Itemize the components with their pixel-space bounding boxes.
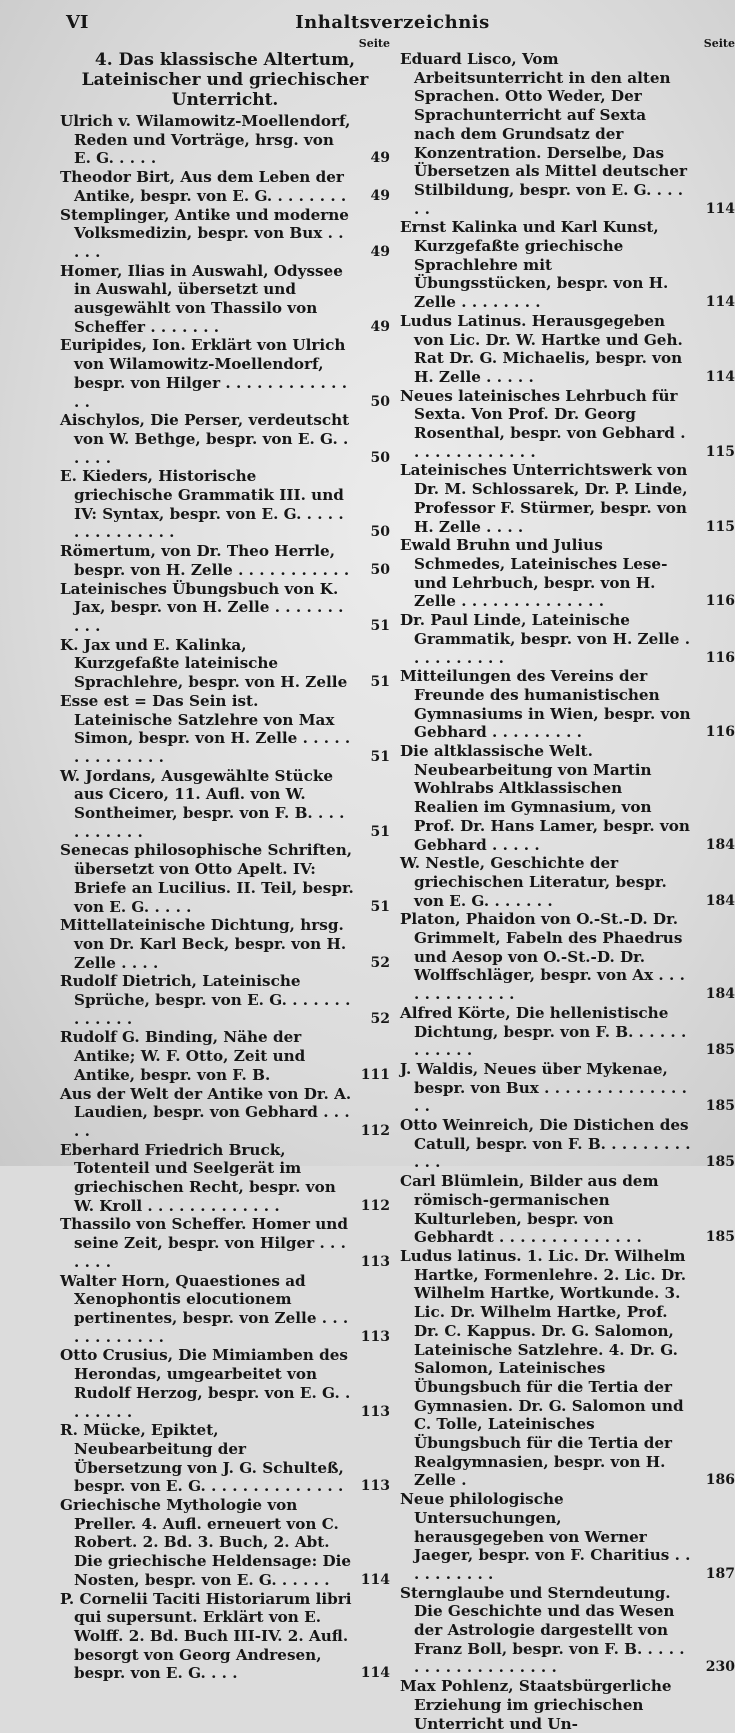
toc-entry (60, 1421, 390, 1496)
toc-entry-text: Stemplinger, Antike und moderne Volksmedizin, bespr. von Bux . . . . . (60, 205, 349, 261)
toc-entry-page: 115 (705, 443, 735, 460)
toc-entry (60, 580, 390, 636)
toc-left-column (60, 38, 390, 1733)
toc-entry (60, 411, 390, 467)
toc-entry-page: 50 (370, 393, 390, 410)
toc-entry-text: Griechische Mythologie von Preller. 4. Aufl. erneuert von C. Robert. 2. Bd. 3. Buch, 2. Abt. Die griechische Heldensage: Die Nosten, bespr. von E. G. . . . . . (60, 1496, 352, 1589)
toc-entry (60, 1590, 390, 1684)
toc-entry-text: Ulrich v. Wilamowitz-Moellendorf, Reden und Vorträge, hrsg. von E. G. . . . . (60, 112, 351, 168)
toc-entry-page: 49 (370, 318, 390, 335)
section-title: 4. Das klassische Altertum, Lateinischer und griechischer Unterricht. (81, 50, 369, 110)
toc-entry-text: Die altklassische Welt. Neubearbeitung von Martin Wohlrabs Altklassischen Realien im Gymnasium, von Prof. Dr. Hans Lamer, bespr. von Gebhard . . . . . (400, 742, 690, 854)
toc-entry-text: Homer, Ilias in Auswahl, Odyssee in Auswahl, übersetzt und ausgewählt von Thassilo von Scheffer . . . . . . . (60, 261, 343, 336)
toc-entry-page: 184 (705, 836, 735, 853)
toc-entry-page: 185 (705, 1098, 735, 1115)
toc-entry-text: E. Kieders, Historische griechische Grammatik III. und IV: Syntax, bespr. von E. G. . . . . . . . . . . . . . . (60, 467, 344, 542)
toc-entry (60, 692, 390, 767)
toc-entry (60, 262, 390, 337)
toc-entry (400, 461, 735, 536)
toc-entry-text: Platon, Phaidon von O.-St.-D. Dr. Grimmelt, Fabeln des Phaedrus und Aesop von O.-St.-D. Dr. Wolffschläger, bespr. von Ax . . . . . . . . . . . . . (400, 910, 685, 1004)
toc-entry-page: 187 (705, 1565, 735, 1582)
toc-entry (400, 910, 735, 1004)
toc-entry-text: Senecas philosophische Schriften, übersetzt von Otto Apelt. IV: Briefe an Lucilius. II. Teil, bespr. von E. G. . . . . (60, 841, 354, 916)
toc-entry-text: W. Nestle, Geschichte der griechischen Literatur, bespr. von E. G. . . . . . . (400, 854, 667, 910)
toc-entry-text: Eduard Lisco, Vom Arbeitsunterricht in den alten Sprachen. Otto Weder, Der Sprachunterricht auf Sexta nach dem Grundsatz der Konzentration. Derselbe, Das Übersetzen als Mittel deutscher Stilbildung, bespr. von E. G. . . . . . (400, 50, 687, 218)
toc-entry (400, 1116, 735, 1172)
toc-entry-page: 184 (705, 892, 735, 909)
toc-entry-page: 113 (360, 1403, 390, 1420)
toc-entry (400, 1004, 735, 1060)
toc-entry-page: 114 (705, 294, 735, 311)
toc-entry-page: 49 (370, 243, 390, 260)
toc-entry-text: Walter Horn, Quaestiones ad Xenophontis elocutionem pertinentes, bespr. von Zelle . . . . . . . . . . . . (60, 1271, 349, 1346)
running-title: Inhaltsverzeichnis (295, 12, 490, 33)
toc-entry (400, 742, 735, 854)
toc-entry (60, 767, 390, 842)
toc-entry-page: 184 (705, 986, 735, 1003)
toc-entry (400, 611, 735, 667)
toc-entry-text: Rudolf Dietrich, Lateinische Sprüche, bespr. von E. G. . . . . . . . . . . . . (60, 972, 351, 1028)
toc-entry-page: 185 (705, 1042, 735, 1059)
toc-entry (400, 1677, 735, 1733)
toc-entry-page: 112 (360, 1122, 390, 1139)
toc-entry-text: Dr. Paul Linde, Lateinische Grammatik, bespr. von H. Zelle . . . . . . . . . . (400, 611, 691, 667)
toc-entry-text: Rudolf G. Binding, Nähe der Antike; W. F. Otto, Zeit und Antike, bespr. von F. B. (60, 1028, 306, 1084)
toc-entry-page: 50 (370, 449, 390, 466)
toc-entry-page: 112 (360, 1197, 390, 1214)
toc-entry (60, 1215, 390, 1271)
toc-entry-text: Otto Crusius, Die Mimiamben des Herondas, umgearbeitet von Rudolf Herzog, bespr. von E. G. . . . . . . . (60, 1346, 351, 1421)
toc-entry-text: Carl Blümlein, Bilder aus dem römisch-germanischen Kulturleben, bespr. von Gebhardt . . . . . . . . . . . . . . (400, 1172, 659, 1247)
toc-entry-text: Thassilo von Scheffer. Homer und seine Zeit, bespr. von Hilger . . . . . . . (60, 1215, 348, 1271)
toc-entry (60, 972, 390, 1028)
toc-entry-page: 50 (370, 524, 390, 541)
toc-entry-text: Sternglaube und Sterndeutung. Die Geschichte und das Wesen der Astrologie dargestellt von Franz Boll, bespr. von F. B. . . . . . . . . . . . . . . . . . . (400, 1583, 685, 1677)
toc-entry (60, 168, 390, 205)
toc-entry (400, 50, 735, 218)
toc-entry-text: Lateinisches Unterrichtswerk von Dr. M. Schlossarek, Dr. P. Linde, Professor F. Stürmer, bespr. von H. Zelle . . . . (400, 461, 688, 536)
toc-entry (60, 112, 390, 168)
toc-entry-page: 114 (360, 1665, 390, 1682)
toc-entry-text: Ewald Bruhn und Julius Schmedes, Lateinisches Lese- und Lehrbuch, bespr. von H. Zelle . . . . . . . . . . . . . . (400, 536, 668, 611)
toc-entry (60, 1496, 390, 1590)
toc-entry-text: K. Jax und E. Kalinka, Kurzgefaßte lateinische Sprachlehre, bespr. von H. Zelle (60, 635, 348, 692)
toc-entry (60, 1028, 390, 1084)
toc-entry-text: Ludus Latinus. Herausgegeben von Lic. Dr. W. Hartke und Geh. Rat Dr. G. Michaelis, bespr. von H. Zelle . . . . . (400, 311, 683, 386)
toc-entry-page: 113 (360, 1253, 390, 1270)
toc-entry-page: 113 (360, 1478, 390, 1495)
toc-entry-page: 185 (705, 1154, 735, 1171)
toc-entry-text: J. Waldis, Neues über Mykenae, bespr. von Bux . . . . . . . . . . . . . . . . (400, 1059, 687, 1116)
seite-label-right: Seite (703, 37, 735, 50)
toc-entry-page: 116 (705, 593, 735, 610)
toc-entry-page: 52 (370, 954, 390, 971)
toc-entry-page: 113 (360, 1328, 390, 1345)
page-header (60, 8, 725, 38)
toc-entry-page: 114 (360, 1571, 390, 1588)
toc-entry-text: Ernst Kalinka und Karl Kunst, Kurzgefaßte griechische Sprachlehre mit Übungsstücken, bespr. von H. Zelle . . . . . . . . (400, 218, 669, 312)
toc-entry (400, 1172, 735, 1247)
toc-entry-page: 114 (705, 368, 735, 385)
toc-entry-text: Alfred Körte, Die hellenistische Dichtung, bespr. von F. B. . . . . . . . . . . . (400, 1003, 687, 1060)
toc-entry (60, 1141, 390, 1216)
toc-entry-text: Mittellateinische Dichtung, hrsg. von Dr. Karl Beck, bespr. von H. Zelle . . . . (60, 916, 347, 972)
toc-entry (60, 916, 390, 972)
toc-entry-page: 49 (370, 150, 390, 167)
toc-entry-text: Neues lateinisches Lehrbuch für Sexta. Von Prof. Dr. Georg Rosenthal, bespr. von Gebhard . . . . . . . . . . . . . (400, 386, 686, 461)
toc-entry-page: 51 (370, 617, 390, 634)
toc-entry (400, 387, 735, 462)
toc-entry-page: 114 (705, 200, 735, 217)
toc-entry-text: Otto Weinreich, Die Distichen des Catull, bespr. von F. B. . . . . . . . . . . . (400, 1116, 691, 1172)
toc-entry (400, 667, 735, 742)
toc-entry-text: R. Mücke, Epiktet, Neubearbeitung der Übersetzung von J. G. Schulteß, bespr. von E. G. . . . . . . . . . . . . . (60, 1421, 344, 1496)
toc-entry-text: Aus der Welt der Antike von Dr. A. Laudien, bespr. von Gebhard . . . . . (60, 1084, 352, 1140)
toc-entry-page: 116 (705, 724, 735, 741)
toc-entry-page: 50 (370, 561, 390, 578)
seite-label-left: Seite (358, 37, 390, 50)
toc-entry (400, 1584, 735, 1678)
toc-entry (400, 536, 735, 611)
toc-entry (400, 218, 735, 312)
toc-entry (60, 336, 390, 411)
toc-entry-text: Max Pohlenz, Staatsbürgerliche Erziehung im griechischen Unterricht und Un- (400, 1677, 672, 1733)
toc-entry-text: Eberhard Friedrich Bruck, Totenteil und Seelgerät im griechischen Recht, bespr. von W. Kroll . . . . . . . . . . . . . (60, 1140, 336, 1215)
toc-entry (60, 1272, 390, 1347)
toc-entry (60, 1346, 390, 1421)
toc-entry-page: 51 (370, 748, 390, 765)
toc-entry-text: Lateinisches Übungsbuch von K. Jax, bespr. von H. Zelle . . . . . . . . . . (60, 579, 344, 635)
toc-entry-page: 51 (370, 823, 390, 840)
toc-columns (60, 37, 735, 1733)
toc-entry-text: Ludus latinus. 1. Lic. Dr. Wilhelm Hartke, Formenlehre. 2. Lic. Dr. Wilhelm Hartke, Wortkunde. 3. Lic. Dr. Wilhelm Hartke, Prof. Dr. C. Kappus. Dr. G. Salomon, Lateinische Satzlehre. 4. Dr. G. Salomon, Lateinisches Übungsbuch für die Tertia der Gymnasien. Dr. G. Salomon und C. Tolle, Lateinisches Übungsbuch für die Tertia der Realgymnasien, bespr. von H. Zelle . (400, 1247, 687, 1490)
page-number: VI (66, 12, 89, 33)
toc-entry (400, 1247, 735, 1490)
toc-entry (400, 854, 735, 910)
toc-entry-page: 116 (705, 649, 735, 666)
toc-entry-page: 111 (360, 1066, 390, 1083)
toc-entry (60, 636, 390, 692)
toc-entry-page: 230 (705, 1659, 735, 1676)
toc-entry-text: Esse est = Das Sein ist. Lateinische Satzlehre von Max Simon, bespr. von H. Zelle . . . . . . . . . . . . . . (60, 691, 351, 766)
toc-entry-page: 51 (370, 898, 390, 915)
toc-entry-text: Römertum, von Dr. Theo Herrle, bespr. von H. Zelle . . . . . . . . . . . (60, 542, 350, 579)
toc-entry-text: W. Jordans, Ausgewählte Stücke aus Cicero, 11. Aufl. von W. Sontheimer, bespr. von F. B. . . . . . . . . . . (60, 766, 345, 841)
toc-entry-text: Euripides, Ion. Erklärt von Ulrich von Wilamowitz-Moellendorf, bespr. von Hilger . . . . . . . . . . . . . . (60, 336, 347, 411)
toc-entry (400, 312, 735, 387)
toc-entry (400, 1060, 735, 1116)
toc-entry (60, 542, 390, 579)
toc-entry (60, 206, 390, 262)
toc-entry-page: 185 (705, 1229, 735, 1246)
toc-entry-page: 52 (370, 1010, 390, 1027)
toc-entry-page: 49 (370, 187, 390, 204)
toc-entry (400, 1490, 735, 1584)
toc-entry-text: Neue philologische Untersuchungen, herausgegeben von Werner Jaeger, bespr. von F. Charitius . . . . . . . . . . (400, 1490, 691, 1583)
toc-entry-page: 186 (705, 1472, 735, 1489)
toc-entry (60, 1085, 390, 1141)
toc-entry-page: 51 (370, 674, 390, 691)
toc-entry-page: 115 (705, 518, 735, 535)
toc-entry (60, 841, 390, 916)
toc-entry-text: P. Cornelii Taciti Historiarum libri qui supersunt. Erklärt von E. Wolff. 2. Bd. Buch III-IV. 2. Aufl. besorgt von Georg Andresen, bespr. von E. G. . . . (60, 1589, 352, 1683)
toc-entry-text: Mitteilungen des Vereins der Freunde des humanistischen Gymnasiums in Wien, bespr. von Gebhard . . . . . . . . . (400, 667, 691, 742)
toc-entry-text: Aischylos, Die Perser, verdeutscht von W. Bethge, bespr. von E. G. . . . . . (60, 411, 350, 467)
toc-right-column (400, 38, 735, 1733)
toc-entry-text: Theodor Birt, Aus dem Leben der Antike, bespr. von E. G. . . . . . . . (60, 168, 347, 205)
toc-entry (60, 467, 390, 542)
